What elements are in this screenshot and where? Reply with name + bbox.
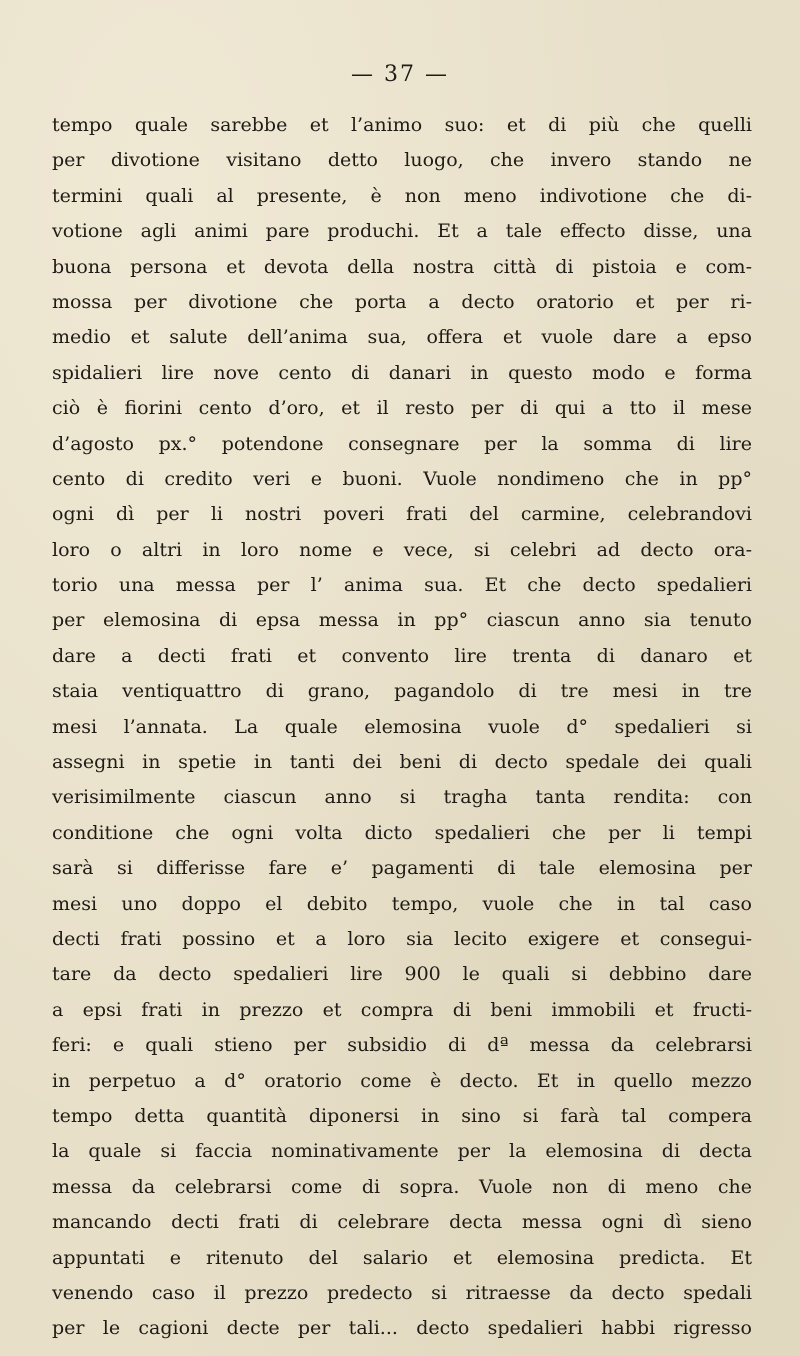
page-number: — 37 — xyxy=(351,62,449,87)
text-line: in perpetuo a d° oratorio come è decto. Et in quello mezzo xyxy=(52,1069,752,1092)
text-line: per divotione visitano detto luogo, che invero stando ne xyxy=(52,149,752,172)
text-line: la quale si faccia nominativamente per la elemosina di decta xyxy=(52,1140,752,1163)
text-line: cento di credito veri e buoni. Vuole nondimeno che in pp° xyxy=(52,467,752,490)
text-line: per elemosina di epsa messa in pp° ciascun anno sia tenuto xyxy=(52,609,752,632)
text-line: tempo detta quantità diponersi in sino si farà tal compera xyxy=(52,1104,752,1127)
text-line: feri: e quali stieno per subsidio di dª messa da celebrarsi xyxy=(52,1034,752,1057)
text-line: verisimilmente ciascun anno si tragha tanta rendita: con xyxy=(52,786,752,809)
text-line: decti frati possino et a loro sia lecito exigere et consegui- xyxy=(52,927,752,950)
text-line: ogni dì per li nostri poveri frati del carmine, celebrandovi xyxy=(52,503,752,526)
text-line: mesi uno doppo el debito tempo, vuole che in tal caso xyxy=(52,892,752,915)
text-line: assegni in spetie in tanti dei beni di decto spedale dei quali xyxy=(52,751,752,774)
text-line: buona persona et devota della nostra città di pistoia e com- xyxy=(52,255,752,278)
text-line: medio et salute dell’anima sua, offera et vuole dare a epso xyxy=(52,326,752,349)
text-line: spidalieri lire nove cento di danari in questo modo e forma xyxy=(52,361,752,384)
text-line: per le cagioni decte per tali... decto spedalieri habbi rigresso xyxy=(52,1317,752,1340)
text-line: loro o altri in loro nome e vece, si celebri ad decto ora- xyxy=(52,538,752,561)
text-line: a epsi frati in prezzo et compra di beni immobili et fructi- xyxy=(52,998,752,1021)
text-line: ciò è fiorini cento d’oro, et il resto per di qui a tto il mese xyxy=(52,397,752,420)
text-line: dare a decti frati et convento lire trenta di danaro et xyxy=(52,644,752,667)
text-line: tare da decto spedalieri lire 900 le quali si debbino dare xyxy=(52,963,752,986)
text-line: tempo quale sarebbe et l’animo suo: et di più che quelli xyxy=(52,114,752,136)
text-line: mancando decti frati di celebrare decta messa ogni dì sieno xyxy=(52,1211,752,1234)
text-line: appuntati e ritenuto del salario et elemosina predicta. Et xyxy=(52,1246,752,1269)
text-line: mossa per divotione che porta a decto oratorio et per ri- xyxy=(52,290,752,313)
text-line: mesi l’annata. La quale elemosina vuole d° spedalieri si xyxy=(52,715,752,738)
text-line: messa da celebrarsi come di sopra. Vuole non di meno che xyxy=(52,1175,752,1198)
body-text xyxy=(52,108,752,1347)
text-line: conditione che ogni volta dicto spedalieri che per li tempi xyxy=(52,821,752,844)
text-line: d’agosto px.° potendone consegnare per la somma di lire xyxy=(52,432,752,455)
text-line: venendo caso il prezzo predecto si ritraesse da decto spedali xyxy=(52,1281,752,1304)
text-line: sarà si differisse fare e’ pagamenti di tale elemosina per xyxy=(52,857,752,880)
text-line: votione agli animi pare produchi. Et a tale effecto disse, una xyxy=(52,220,752,243)
text-line: staia ventiquattro di grano, pagandolo di tre mesi in tre xyxy=(52,680,752,703)
text-line: torio una messa per l’ anima sua. Et che decto spedalieri xyxy=(52,574,752,597)
text-line: termini quali al presente, è non meno indivotione che di- xyxy=(52,184,752,207)
